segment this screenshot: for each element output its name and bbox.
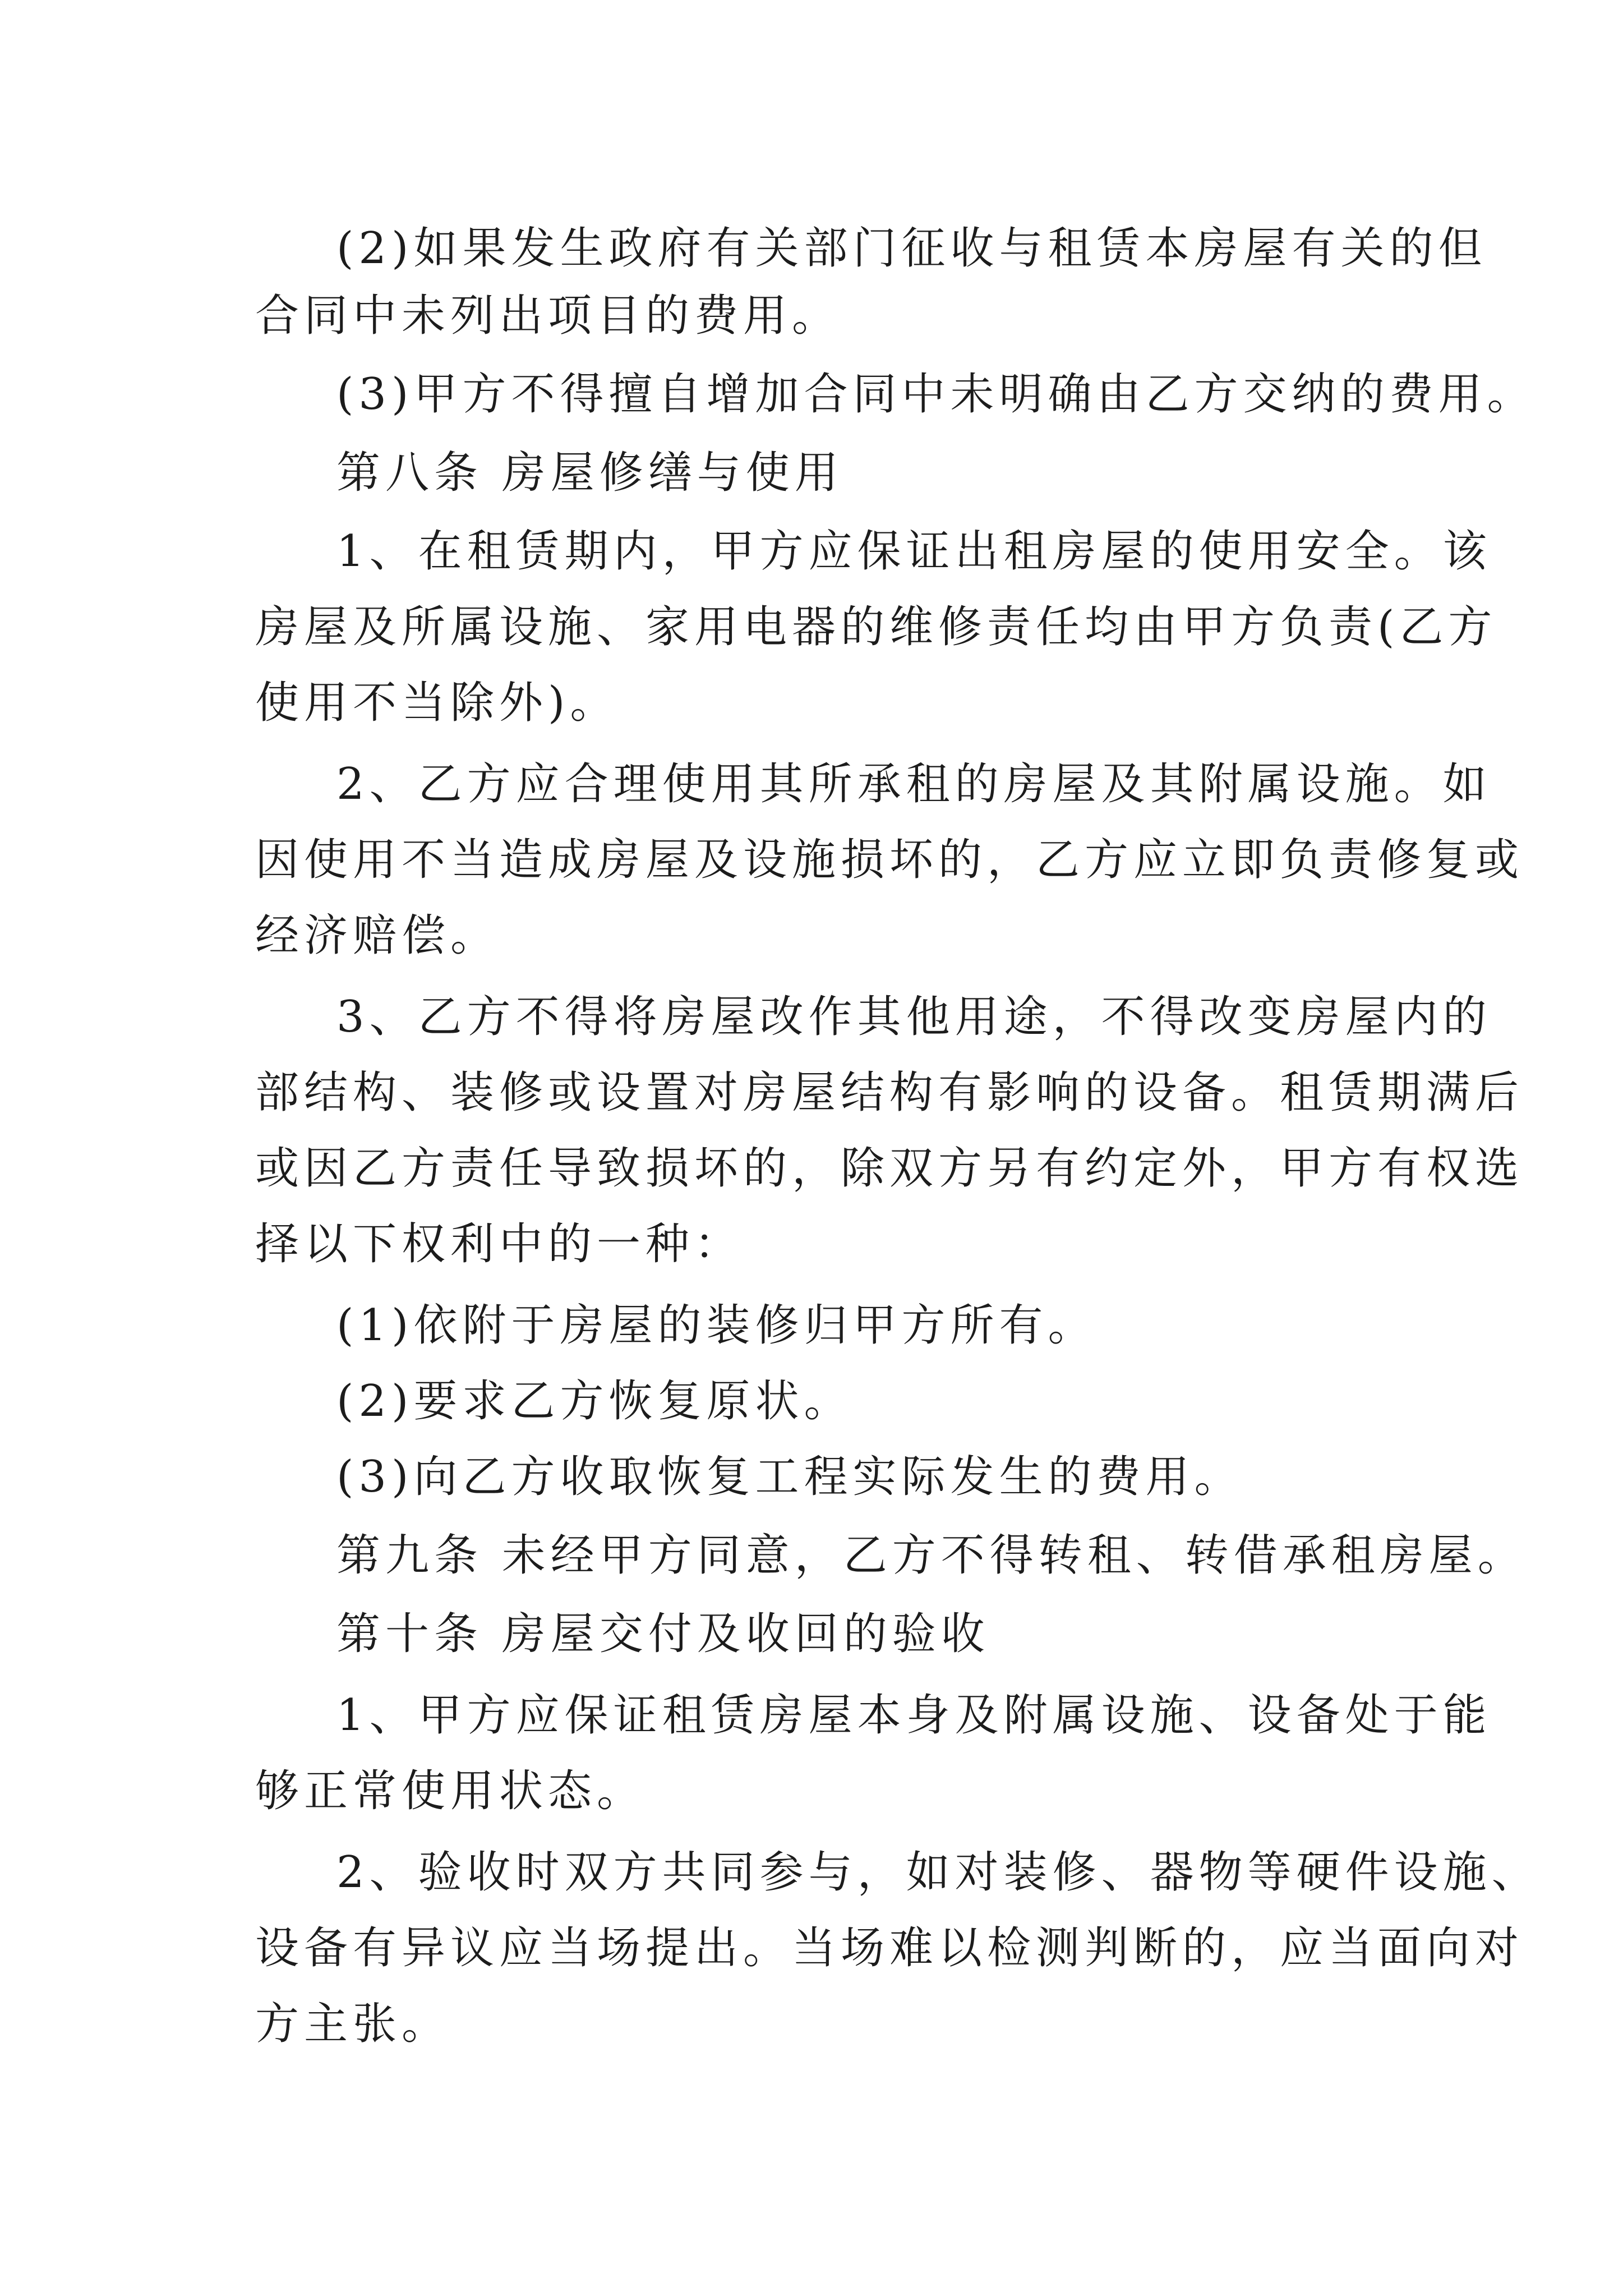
section-heading: 第九条 未经甲方同意，乙方不得转租、转借承租房屋。 bbox=[336, 1530, 1527, 1581]
text-line: 部结构、装修或设置对房屋结构有影响的设备。租赁期满后 bbox=[255, 1068, 1524, 1118]
text-line: 2、乙方应合理使用其所承租的房屋及其附属设施。如 bbox=[336, 759, 1492, 809]
text-line: (3)甲方不得擅自增加合同中未明确由乙方交纳的费用。 bbox=[336, 369, 1536, 420]
text-line: 房屋及所属设施、家用电器的维修责任均由甲方负责(乙方 bbox=[255, 602, 1497, 652]
text-line: 择以下权利中的一种： bbox=[255, 1219, 744, 1269]
text-line: 使用不当除外)。 bbox=[255, 678, 619, 728]
text-line: 够正常使用状态。 bbox=[255, 1766, 646, 1816]
text-line: 方主张。 bbox=[255, 1999, 451, 2049]
section-heading: 第十条 房屋交付及收回的验收 bbox=[336, 1609, 990, 1659]
text-line: 或因乙方责任导致损坏的，除双方另有约定外，甲方有权选 bbox=[255, 1143, 1524, 1194]
section-heading: 第八条 房屋修缮与使用 bbox=[336, 448, 843, 498]
text-line: 3、乙方不得将房屋改作其他用途，不得改变房屋内的 bbox=[336, 992, 1492, 1042]
text-line: (2)如果发生政府有关部门征收与租赁本房屋有关的但 bbox=[336, 223, 1487, 274]
text-line: 经济赔偿。 bbox=[255, 910, 500, 961]
text-line: 合同中未列出项目的费用。 bbox=[255, 291, 841, 341]
text-line: 因使用不当造成房屋及设施损坏的，乙方应立即负责修复或 bbox=[255, 835, 1524, 885]
text-line: (2)要求乙方恢复原状。 bbox=[336, 1376, 853, 1427]
text-line: 1、在租赁期内，甲方应保证出租房屋的使用安全。该 bbox=[336, 526, 1492, 577]
text-line: (3)向乙方收取恢复工程实际发生的费用。 bbox=[336, 1452, 1243, 1502]
text-line: (1)依附于房屋的装修归甲方所有。 bbox=[336, 1300, 1097, 1351]
text-line: 设备有异议应当场提出。当场难以检测判断的，应当面向对 bbox=[255, 1923, 1524, 1973]
text-line: 2、验收时双方共同参与，如对装修、器物等硬件设施、 bbox=[336, 1847, 1541, 1898]
text-line: 1、甲方应保证租赁房屋本身及附属设施、设备处于能 bbox=[336, 1690, 1492, 1741]
